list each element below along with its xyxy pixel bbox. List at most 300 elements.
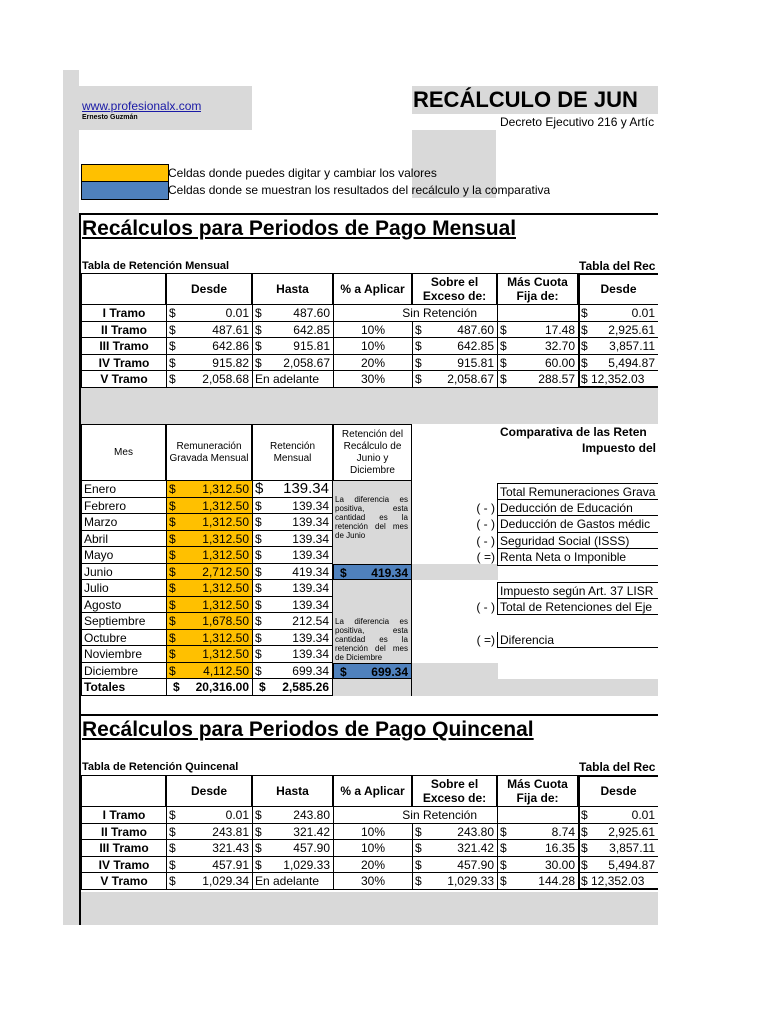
tramo-cuota	[497, 305, 578, 322]
month-remuneracion[interactable]	[166, 481, 252, 498]
tramo-cuota	[497, 824, 578, 841]
tramo-exceso-value: 642.85	[457, 339, 494, 353]
tramo-right-desde-value: 3,857.11	[609, 841, 655, 855]
tramo-hasta-value: 457.90	[293, 841, 330, 855]
month-retencion-value: 419.34	[292, 564, 329, 579]
month-remuneracion[interactable]	[166, 547, 252, 564]
tramo-header-cell: Desde	[578, 775, 658, 807]
section-mid-rule	[79, 714, 658, 716]
tramo-cuota	[497, 338, 578, 355]
tramo-desde	[166, 305, 252, 322]
tramo-desde	[166, 824, 252, 841]
currency-sign: $	[169, 857, 176, 872]
tramo-desde	[166, 322, 252, 339]
tramo-cuota-value: 30.00	[544, 857, 575, 872]
tramo-exceso-value: 1,029.33	[447, 874, 494, 888]
tramo-sin-retencion: Sin Retención	[333, 305, 497, 322]
comparativa-item: Seguridad Social (ISSS)	[497, 533, 658, 550]
currency-sign: $	[169, 841, 176, 855]
tramo-sin-retencion: Sin Retención	[333, 807, 497, 824]
currency-sign: $	[169, 564, 176, 579]
currency-sign: $	[581, 306, 588, 320]
tramo-exceso-value: 457.90	[457, 857, 494, 872]
tramo-header-cell	[81, 273, 166, 305]
month-retencion-value: 139.34	[292, 581, 329, 595]
currency-sign: $	[500, 841, 507, 855]
tramo-header-cell: Hasta	[252, 775, 333, 807]
tramo-hasta-value: 2,058.67	[283, 355, 330, 370]
currency-sign: $	[169, 647, 176, 661]
currency-sign: $	[255, 481, 264, 497]
currency-sign: $	[169, 614, 176, 628]
month-name: Marzo	[81, 514, 166, 531]
currency-sign: $	[415, 841, 422, 855]
currency-sign: $	[255, 498, 262, 513]
tramo-hasta-value: 321.42	[293, 824, 330, 839]
tramo-exceso-value: 487.60	[457, 322, 494, 337]
month-name: Agosto	[81, 597, 166, 614]
tramo-name: I Tramo	[81, 305, 166, 322]
tramo-hasta	[252, 873, 333, 890]
currency-sign: $	[581, 808, 588, 822]
tramo-desde-value: 321.43	[212, 841, 249, 855]
tramo-exceso	[412, 355, 497, 372]
month-retencion-value: 139.34	[292, 498, 329, 513]
tramo-header-cell: Desde	[166, 775, 252, 807]
tramo-right-desde-value: 5,494.87	[608, 355, 655, 370]
currency-sign: $	[169, 355, 176, 370]
total-retencion	[252, 679, 333, 696]
tramo-header-cell: Más Cuota Fija de:	[497, 273, 578, 305]
legend-blue-label: Celdas donde se muestran los resultados del recálculo y la comparativa	[168, 183, 551, 197]
month-retencion	[252, 646, 333, 663]
tramo-exceso-value: 243.80	[457, 824, 494, 839]
tramo-cuota	[497, 857, 578, 874]
tramo-header-cell: Desde	[578, 273, 658, 305]
tramo-cuota-value: 60.00	[544, 355, 575, 370]
comparativa-item: Total de Retenciones del Eje	[497, 599, 658, 616]
mensual-table-title: Tabla de Retención Mensual	[82, 260, 230, 272]
tramo-cuota	[497, 355, 578, 372]
tramo-header-cell: Desde	[166, 273, 252, 305]
currency-sign: $	[255, 597, 262, 612]
currency-sign: $	[169, 531, 176, 546]
currency-sign: $	[255, 647, 262, 661]
month-name: Enero	[81, 481, 166, 498]
currency-sign: $	[340, 664, 347, 679]
tramo-hasta	[252, 807, 333, 824]
month-retencion-value: 139.34	[292, 597, 329, 612]
month-retencion-value: 139.34	[292, 531, 329, 546]
recalc-junio-value: 419.34	[371, 565, 408, 580]
month-remuneracion[interactable]	[166, 630, 252, 647]
currency-sign: $	[169, 482, 176, 496]
tramo-header-cell: % a Aplicar	[333, 775, 412, 807]
gray-fill-totals	[412, 679, 658, 696]
month-name: Octubre	[81, 630, 166, 647]
tramo-desde-value: 915.82	[212, 355, 249, 370]
comparativa-title-line1: Comparativa de las Reten	[500, 425, 647, 439]
month-name: Diciembre	[81, 663, 166, 680]
tramo-name: II Tramo	[81, 824, 166, 841]
currency-sign: $	[255, 614, 262, 628]
month-remuneracion[interactable]	[166, 514, 252, 531]
tramo-right-desde-value: 0.01	[631, 306, 655, 320]
comparativa-item: Total Remuneraciones Grava	[497, 483, 658, 500]
currency-sign: $	[169, 339, 176, 353]
tramo-desde-value: 243.81	[212, 824, 249, 839]
comparativa-item: Impuesto según Art. 37 LISR	[497, 582, 658, 599]
tramo-header-cell: Sobre el Exceso de:	[412, 273, 497, 305]
tramo-cuota-value: 8.74	[551, 824, 575, 839]
month-retencion	[252, 630, 333, 647]
recalc-diciembre	[333, 663, 412, 680]
currency-sign: $	[415, 322, 422, 337]
tramo-header-cell	[81, 775, 166, 807]
tramo-percent: 10%	[333, 322, 412, 339]
tramo-desde	[166, 840, 252, 857]
monthly-header-cell: Retención Mensual	[252, 424, 333, 481]
currency-sign: $	[169, 515, 176, 529]
currency-sign: $	[169, 663, 176, 678]
currency-sign: $	[581, 841, 588, 855]
tramo-desde	[166, 371, 252, 388]
tramo-name: I Tramo	[81, 807, 166, 824]
month-remuneracion-value: 2,712.50	[202, 564, 249, 579]
month-retencion	[252, 580, 333, 597]
tramo-cuota-value: 288.57	[538, 372, 575, 386]
currency-sign: $	[169, 498, 176, 513]
currency-sign: $	[255, 808, 262, 822]
currency-sign: $	[581, 322, 588, 337]
mensual-section-title: Recálculos para Periodos de Pago Mensual	[82, 217, 517, 240]
currency-sign: $	[169, 597, 176, 612]
currency-sign: $	[169, 306, 176, 320]
currency-sign: $	[169, 824, 176, 839]
month-retencion	[252, 597, 333, 614]
gray-fill-junio	[412, 564, 498, 581]
tramo-desde-value: 2,058.68	[202, 372, 249, 386]
tramo-right-desde-value: 0.01	[631, 808, 655, 822]
author-name: Ernesto Guzmán	[82, 114, 138, 121]
tramo-right-desde-value: 2,925.61	[608, 322, 655, 337]
monthly-header-cell: Remuneración Gravada Mensual	[166, 424, 252, 481]
tramo-hasta-value: 915.81	[293, 339, 330, 353]
tramo-hasta	[252, 355, 333, 372]
tramo-exceso	[412, 857, 497, 874]
month-retencion-value: 139.34	[292, 515, 329, 529]
tramo-exceso-value: 321.42	[457, 841, 494, 855]
section-top-rule	[79, 213, 658, 215]
tramo-cuota-value: 16.35	[544, 841, 575, 855]
currency-sign: $	[500, 824, 507, 839]
currency-sign: $	[500, 322, 507, 337]
currency-sign: $	[415, 874, 422, 888]
recalc-diciembre-value: 699.34	[371, 664, 408, 679]
month-remuneracion[interactable]	[166, 663, 252, 680]
tramo-cuota	[497, 371, 578, 388]
tramo-exceso	[412, 840, 497, 857]
tramo-name: V Tramo	[81, 873, 166, 890]
currency-sign: $	[581, 339, 588, 353]
tramo-name: III Tramo	[81, 840, 166, 857]
tramo-percent: 30%	[333, 371, 412, 388]
currency-sign: $	[169, 630, 176, 645]
currency-sign: $	[581, 857, 588, 872]
tramo-right-desde-value: $ 12,352.03	[581, 372, 645, 386]
tramo-desde	[166, 807, 252, 824]
tramo-hasta-value: 487.60	[293, 306, 330, 320]
tramo-hasta-value: 1,029.33	[283, 857, 330, 872]
currency-sign: $	[169, 322, 176, 337]
month-name: Mayo	[81, 547, 166, 564]
comparativa-operator: ( - )	[476, 533, 495, 548]
tramo-hasta-value: 642.85	[293, 322, 330, 337]
month-retencion-value: 139.34	[292, 647, 329, 661]
tramo-desde	[166, 857, 252, 874]
currency-sign: $	[500, 372, 507, 386]
tramo-desde-value: 457.91	[212, 857, 249, 872]
monthly-header-cell: Retención del Recálculo de Junio y Diciembre	[333, 424, 412, 481]
tramo-percent: 20%	[333, 355, 412, 372]
currency-sign: $	[255, 564, 262, 579]
month-remuneracion-value: 1,312.50	[202, 597, 249, 612]
monthly-header-cell: Mes	[81, 424, 166, 481]
tramo-percent: 30%	[333, 873, 412, 890]
tramo-name: III Tramo	[81, 338, 166, 355]
comparativa-item: Diferencia	[497, 632, 658, 649]
month-remuneracion-value: 1,312.50	[202, 548, 249, 562]
month-remuneracion-value: 1,312.50	[202, 581, 249, 595]
currency-sign: $	[169, 808, 176, 822]
tramo-hasta	[252, 338, 333, 355]
month-remuneracion-value: 1,312.50	[202, 531, 249, 546]
currency-sign: $	[415, 372, 422, 386]
month-remuneracion[interactable]	[166, 564, 252, 581]
comparativa-item: Deducción de Educación	[497, 500, 658, 517]
month-remuneracion[interactable]	[166, 613, 252, 630]
month-retencion	[252, 663, 333, 680]
page-title: RECÁLCULO DE JUN	[413, 87, 638, 112]
month-name: Julio	[81, 580, 166, 597]
month-retencion	[252, 564, 333, 581]
month-name: Junio	[81, 564, 166, 581]
bottom-band	[79, 892, 658, 925]
currency-sign: $	[415, 339, 422, 353]
currency-sign: $	[169, 581, 176, 595]
tramo-exceso	[412, 322, 497, 339]
tramo-header-cell: Más Cuota Fija de:	[497, 775, 578, 807]
tramo-desde-value: 487.61	[212, 322, 249, 337]
comparativa-operator: ( - )	[476, 517, 495, 531]
comparativa-operator: ( =)	[476, 632, 495, 647]
tramo-cuota-value: 32.70	[544, 339, 575, 353]
currency-sign: $	[500, 355, 507, 370]
month-retencion	[252, 481, 333, 498]
tramo-exceso	[412, 371, 497, 388]
currency-sign: $	[255, 322, 262, 337]
tramo-hasta-value: En adelante	[255, 372, 320, 386]
tramo-name: IV Tramo	[81, 355, 166, 372]
right-table-frame	[578, 775, 658, 890]
currency-sign: $	[581, 355, 588, 370]
tramo-cuota	[497, 873, 578, 890]
tramo-cuota	[497, 807, 578, 824]
note-junio: La diferencia es positiva, esta cantidad es la retención del mes de Junio	[335, 495, 408, 540]
currency-sign: $	[500, 857, 507, 872]
month-name: Noviembre	[81, 646, 166, 663]
tramo-desde	[166, 338, 252, 355]
month-retencion	[252, 531, 333, 548]
mid-band	[79, 388, 658, 424]
month-retencion-value: 212.54	[292, 614, 329, 628]
tramo-hasta-value: 243.80	[293, 808, 330, 822]
month-remuneracion-value: 4,112.50	[203, 663, 249, 678]
tramo-cuota	[497, 840, 578, 857]
tramo-header-cell: Hasta	[252, 273, 333, 305]
currency-sign: $	[255, 339, 262, 353]
month-remuneracion-value: 1,312.50	[202, 515, 249, 529]
quincenal-section-title: Recálculos para Periodos de Pago Quincenal	[82, 718, 534, 741]
currency-sign: $	[169, 874, 176, 888]
tramo-exceso-value: 2,058.67	[447, 372, 494, 386]
legend-yellow-label: Celdas donde puedes digitar y cambiar los valores	[168, 166, 437, 180]
comparativa-item: Renta Neta o Imponible	[497, 549, 658, 566]
month-remuneracion-value: 1,678.50	[202, 614, 249, 628]
currency-sign: $	[255, 841, 262, 855]
currency-sign: $	[169, 548, 176, 562]
month-remuneracion[interactable]	[166, 498, 252, 515]
currency-sign: $	[255, 857, 262, 872]
tramo-name: V Tramo	[81, 371, 166, 388]
currency-sign: $	[259, 680, 266, 694]
currency-sign: $	[415, 824, 422, 839]
currency-sign: $	[169, 372, 176, 386]
tramo-desde-value: 1,029.34	[202, 874, 249, 888]
tramo-header-cell: % a Aplicar	[333, 273, 412, 305]
tramo-percent: 10%	[333, 824, 412, 841]
tramo-hasta	[252, 371, 333, 388]
month-retencion-value: 139.34	[292, 548, 329, 562]
website-link[interactable]: www.profesionalx.com	[82, 99, 202, 113]
currency-sign: $	[255, 531, 262, 546]
month-remuneracion-value: 1,312.50	[202, 630, 249, 645]
month-retencion	[252, 498, 333, 515]
currency-sign: $	[255, 824, 262, 839]
tramo-hasta	[252, 857, 333, 874]
quincenal-right-table-title: Tabla del Rec	[579, 760, 656, 774]
tramo-exceso	[412, 873, 497, 890]
currency-sign: $	[500, 874, 507, 888]
tramo-desde-value: 642.86	[212, 339, 249, 353]
currency-sign: $	[255, 663, 262, 678]
legend-blue-swatch	[81, 181, 169, 200]
month-retencion-value: 699.34	[292, 663, 329, 678]
month-remuneracion-value: 1,312.50	[202, 647, 249, 661]
currency-sign: $	[255, 355, 262, 370]
tramo-right-desde-value: $ 12,352.03	[581, 874, 645, 888]
tramo-percent: 10%	[333, 840, 412, 857]
month-name: Abril	[81, 531, 166, 548]
tramo-desde	[166, 355, 252, 372]
tramo-desde-value: 0.01	[225, 306, 249, 320]
total-remuneracion-value: 20,316.00	[195, 680, 249, 694]
mensual-right-table-title: Tabla del Rec	[579, 259, 656, 273]
comparativa-operator: ( - )	[476, 599, 495, 614]
right-table-frame	[578, 273, 658, 388]
month-remuneracion-value: 1,312.50	[202, 482, 249, 496]
tramo-right-desde-value: 5,494.87	[608, 857, 655, 872]
tramo-hasta	[252, 824, 333, 841]
tramo-name: II Tramo	[81, 322, 166, 339]
tramo-header-cell: Sobre el Exceso de:	[412, 775, 497, 807]
currency-sign: $	[415, 857, 422, 872]
month-retencion-value: 139.34	[283, 481, 329, 497]
month-retencion	[252, 613, 333, 630]
comparativa-title-line2: Impuesto del	[582, 441, 657, 455]
left-margin-strip	[63, 70, 79, 925]
tramo-hasta-value: En adelante	[255, 874, 320, 888]
total-retencion-value: 2,585.26	[282, 680, 329, 694]
gray-fill-diciembre	[412, 663, 498, 680]
tramo-name: IV Tramo	[81, 857, 166, 874]
month-retencion	[252, 514, 333, 531]
currency-sign: $	[255, 581, 262, 595]
currency-sign: $	[255, 548, 262, 562]
month-remuneracion-value: 1,312.50	[202, 498, 249, 513]
tramo-percent: 20%	[333, 857, 412, 874]
tramo-percent: 10%	[333, 338, 412, 355]
currency-sign: $	[255, 630, 262, 645]
tramo-exceso	[412, 338, 497, 355]
month-remuneracion[interactable]	[166, 597, 252, 614]
quincenal-table-title: Tabla de Retención Quincenal	[82, 761, 239, 773]
recalc-junio	[333, 564, 412, 581]
total-remuneracion	[166, 679, 252, 696]
currency-sign: $	[340, 565, 347, 580]
month-remuneracion[interactable]	[166, 646, 252, 663]
currency-sign: $	[255, 306, 262, 320]
note-diciembre: La diferencia es positiva, esta cantidad es la retención del mes de Diciembre	[335, 617, 408, 662]
tramo-hasta	[252, 305, 333, 322]
month-retencion-value: 139.34	[292, 630, 329, 645]
currency-sign: $	[581, 824, 588, 839]
month-remuneracion[interactable]	[166, 580, 252, 597]
month-retencion	[252, 547, 333, 564]
comparativa-operator: ( - )	[476, 500, 495, 515]
currency-sign: $	[255, 515, 262, 529]
month-remuneracion[interactable]	[166, 531, 252, 548]
tramo-exceso-value: 915.81	[457, 355, 494, 370]
tramo-cuota	[497, 322, 578, 339]
tramo-right-desde-value: 2,925.61	[608, 824, 655, 839]
tramo-right-desde-value: 3,857.11	[609, 339, 655, 353]
tramo-hasta	[252, 840, 333, 857]
tramo-cuota-value: 144.28	[538, 874, 575, 888]
tramo-exceso	[412, 824, 497, 841]
comparativa-operator: ( =)	[476, 550, 495, 564]
tramo-cuota-value: 17.48	[544, 322, 575, 337]
month-name: Febrero	[81, 498, 166, 515]
currency-sign: $	[173, 680, 180, 694]
currency-sign: $	[500, 339, 507, 353]
month-name: Septiembre	[81, 613, 166, 630]
totals-label: Totales	[81, 679, 166, 696]
tramo-desde-value: 0.01	[225, 808, 249, 822]
comparativa-item: Deducción de Gastos médic	[497, 516, 658, 533]
tramo-desde	[166, 873, 252, 890]
currency-sign: $	[415, 355, 422, 370]
